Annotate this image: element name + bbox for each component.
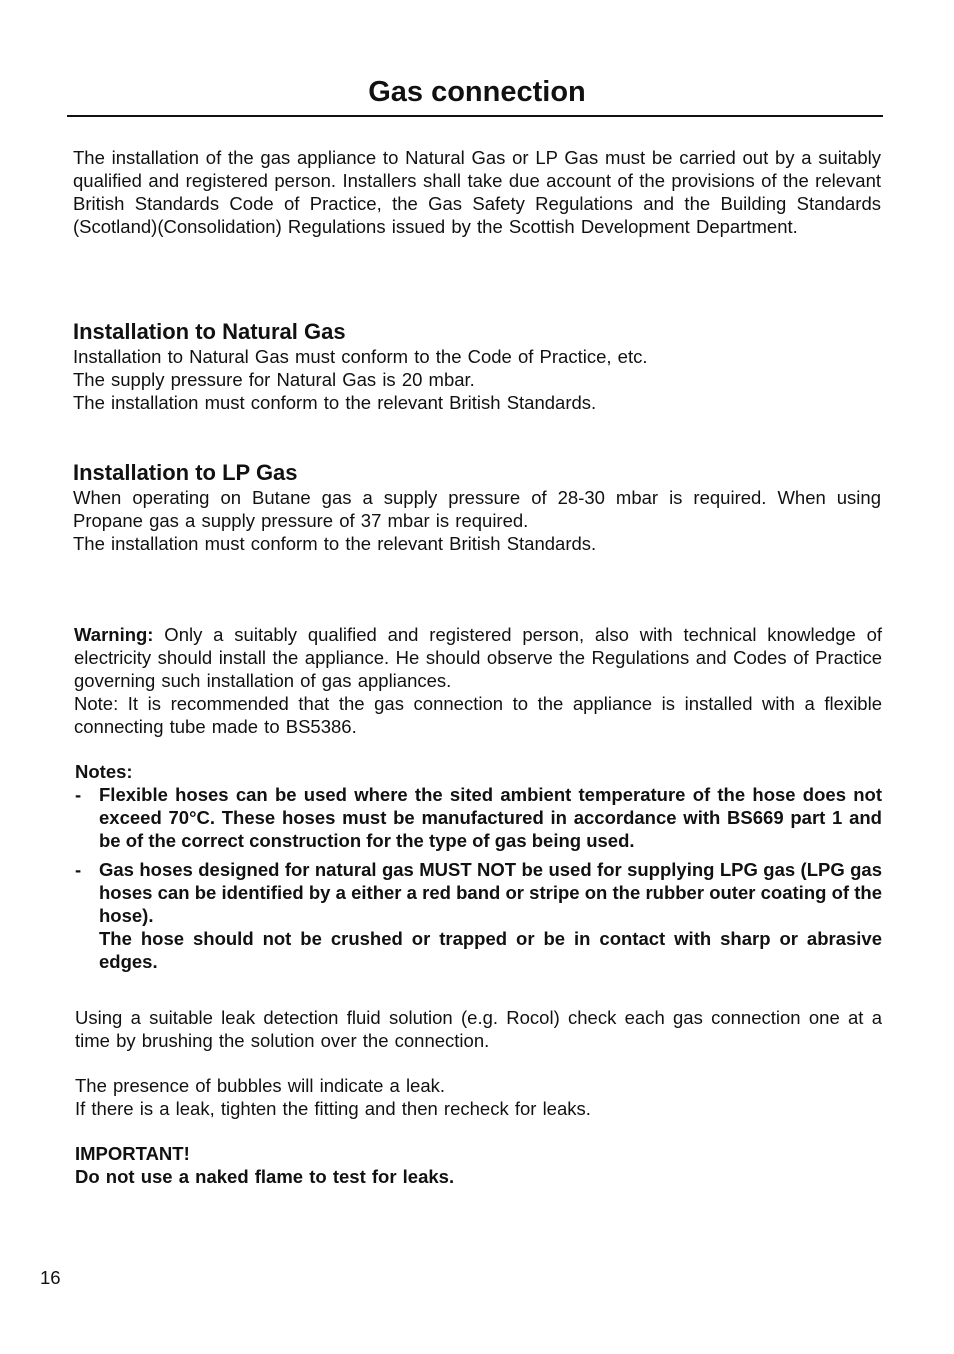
intro-paragraph: The installation of the gas appliance to Natural Gas or LP Gas must be carried out by a suitably qualified and registered person. Installers shall take due account of the provisions of the relevant British Standards Code of Practice, the Gas Safety Regulations and the Building Standards (Scotland)(Consolidation) Regulations issued by the Scottish Development Department. bbox=[73, 147, 881, 237]
natural-gas-line-2: The supply pressure for Natural Gas is 20 mbar. bbox=[73, 369, 475, 390]
note-item-gas-hoses bbox=[75, 858, 882, 973]
page-number: 16 bbox=[40, 1267, 61, 1288]
leak-indication-section bbox=[75, 1074, 882, 1120]
natural-gas-line-1: Installation to Natural Gas must conform to the Code of Practice, etc. bbox=[73, 346, 648, 367]
important-text: Do not use a naked flame to test for leaks. bbox=[75, 1166, 455, 1187]
lp-gas-standards-text: The installation must conform to the relevant British Standards. bbox=[73, 533, 597, 554]
warning-text: Only a suitably qualified and registered person, also with technical knowledge of electricity should install the appliance. He should observe the Regulations and Codes of Practice governing such installation of gas appliances. bbox=[74, 624, 882, 691]
warning-section bbox=[74, 623, 882, 738]
warning-note: Note: It is recommended that the gas connection to the appliance is installed with a flexible connecting tube made to BS5386. bbox=[74, 693, 882, 737]
intro-section bbox=[73, 146, 881, 238]
page-title: Gas connection bbox=[368, 76, 586, 108]
leak-test-section bbox=[75, 1006, 882, 1052]
leak-indication-line: The presence of bubbles will indicate a leak. bbox=[75, 1075, 446, 1096]
notes-section bbox=[75, 760, 882, 973]
note-text: Gas hoses designed for natural gas MUST NOT be used for supplying LPG gas (LPG gas hoses can be identified by a either a red band or stripe on the rubber outer coating of the hose). bbox=[99, 859, 882, 926]
warning-label: Warning: bbox=[74, 624, 154, 645]
leak-fix-line: If there is a leak, tighten the fitting and then recheck for leaks. bbox=[75, 1098, 591, 1119]
title-rule bbox=[67, 115, 883, 117]
note-text: Flexible hoses can be used where the sited ambient temperature of the hose does not exceed 70°C. These hoses must be manufactured in accordance with BS669 part 1 and be of the correct construction for the type of gas being used. bbox=[99, 784, 882, 851]
leak-test-paragraph: Using a suitable leak detection fluid solution (e.g. Rocol) check each gas connection one at a time by brushing the solution over the connection. bbox=[75, 1007, 882, 1051]
important-section bbox=[75, 1142, 882, 1188]
lp-gas-section bbox=[73, 460, 881, 555]
notes-list bbox=[75, 783, 882, 973]
lp-gas-pressure-text: When operating on Butane gas a supply pressure of 28-30 mbar is required. When using Propane gas a supply pressure of 37 mbar is required. bbox=[73, 487, 881, 531]
note-dash: - bbox=[75, 859, 82, 880]
natural-gas-section bbox=[73, 319, 881, 414]
natural-gas-heading: Installation to Natural Gas bbox=[73, 319, 346, 344]
important-label: IMPORTANT! bbox=[75, 1143, 190, 1164]
natural-gas-line-3: The installation must conform to the relevant British Standards. bbox=[73, 392, 597, 413]
note-text-hose-care: The hose should not be crushed or trapped or be in contact with sharp or abrasive edges. bbox=[99, 928, 882, 972]
notes-label: Notes: bbox=[75, 761, 133, 782]
warning-paragraph bbox=[74, 623, 882, 692]
note-dash: - bbox=[75, 784, 82, 805]
lp-gas-heading: Installation to LP Gas bbox=[73, 460, 298, 485]
note-item-flexible-hoses bbox=[75, 783, 882, 852]
